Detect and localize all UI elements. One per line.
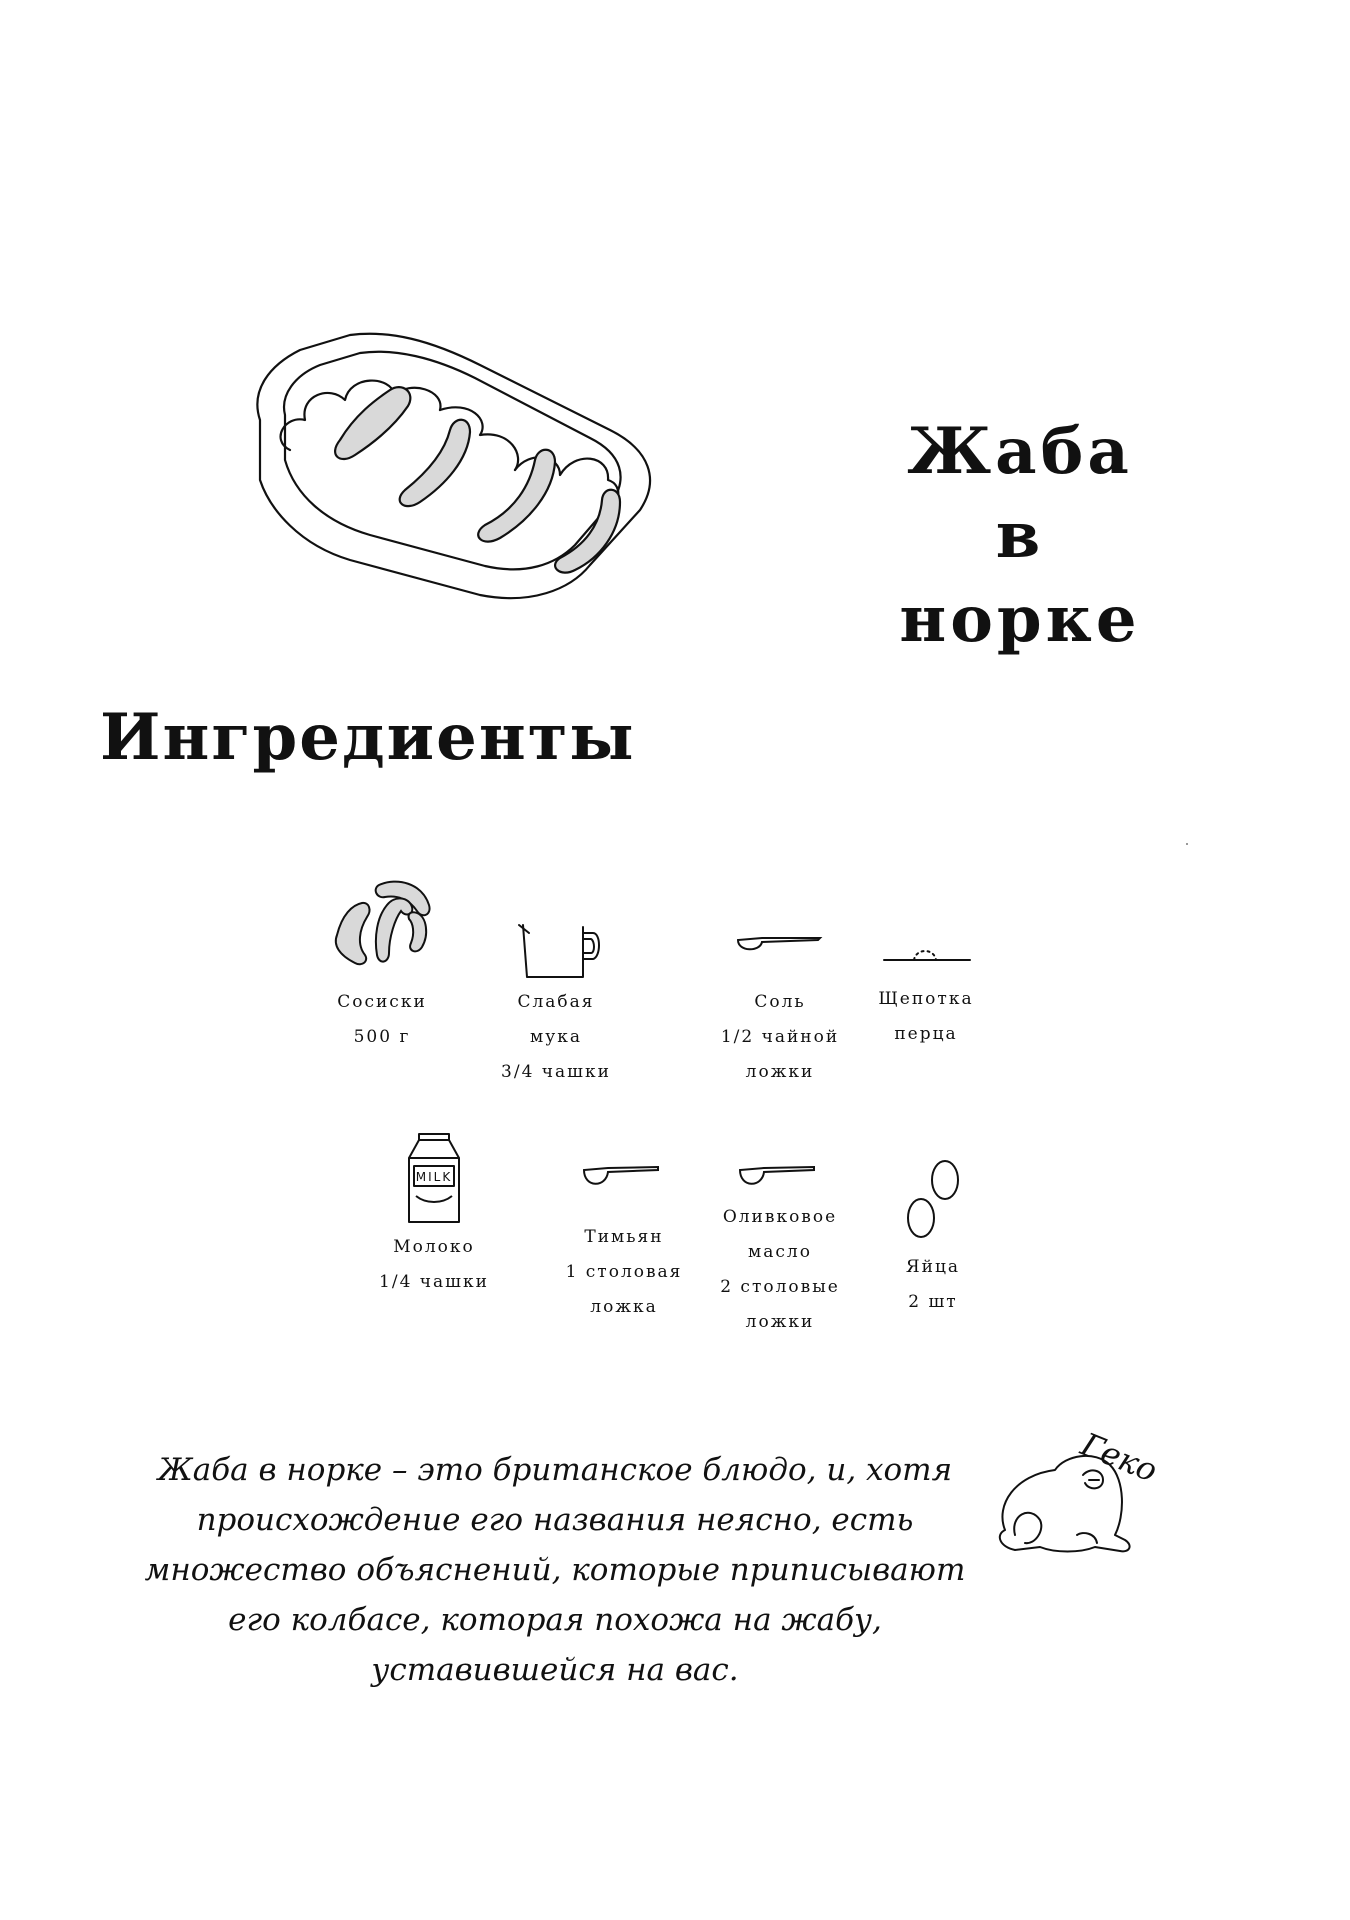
author-signature: Геко [1075, 1425, 1163, 1490]
ingredient-name: Слабая [517, 992, 595, 1012]
ingredient-amount: 3/4 чашки [501, 1062, 611, 1082]
ingredient-amount: 500 г [353, 1027, 411, 1047]
sausages-icon [317, 875, 447, 985]
ingredient-flour [456, 915, 656, 1090]
measuring-cup-icon [501, 915, 611, 985]
scan-speck [1186, 843, 1188, 845]
pinch-icon [876, 940, 976, 970]
baking-dish-illustration [230, 320, 670, 620]
ingredient-name: Тимьян [584, 1227, 664, 1247]
recipe-title-line2: норке [899, 582, 1141, 657]
tablespoon-icon [730, 1160, 830, 1200]
ingredient-amount: ложка [590, 1297, 658, 1317]
ingredient-amount: 1/4 чашки [379, 1272, 489, 1292]
tablespoon-icon [574, 1160, 674, 1200]
ingredient-name: Оливковое [722, 1207, 838, 1227]
ingredient-amount: ложки [745, 1062, 815, 1082]
ingredient-name: Молоко [393, 1237, 475, 1257]
ingredient-amount: масло [748, 1242, 812, 1262]
recipe-title-line1: Жаба в [907, 414, 1133, 573]
milk-label: MILK [415, 1170, 453, 1184]
milk-carton-icon [394, 1130, 474, 1230]
measuring-spoon-icon [730, 930, 830, 965]
ingredient-name: Соль [754, 992, 806, 1012]
ingredient-name: Сосиски [337, 992, 427, 1012]
ingredient-pepper [826, 940, 1026, 1052]
ingredient-eggs [833, 1150, 1033, 1320]
ingredient-amount: мука [530, 1027, 582, 1047]
ingredient-amount: 1/2 чайной [720, 1027, 840, 1047]
recipe-description: Жаба в норке – это британское блюдо, и, хотя происхождение его названия неясно, есть множество объяснений, которые приписывают его колбасе, которая похожа на жабу, уставившейся на вас. [144, 1452, 966, 1688]
ingredient-amount: 1 столовая [565, 1262, 683, 1282]
ingredient-amount: перца [894, 1024, 958, 1044]
recipe-title [870, 410, 1170, 662]
ingredient-amount: 2 шт [908, 1292, 958, 1312]
ingredient-milk [334, 1130, 534, 1300]
ingredients-heading: Ингредиенты [100, 700, 636, 775]
ingredient-amount: 2 столовые [720, 1277, 840, 1297]
ingredient-name: Щепотка [878, 989, 974, 1009]
eggs-icon [883, 1150, 983, 1250]
ingredient-name: Яйца [905, 1257, 961, 1277]
ingredient-sausages [282, 875, 482, 1055]
ingredient-amount: ложки [745, 1312, 815, 1332]
